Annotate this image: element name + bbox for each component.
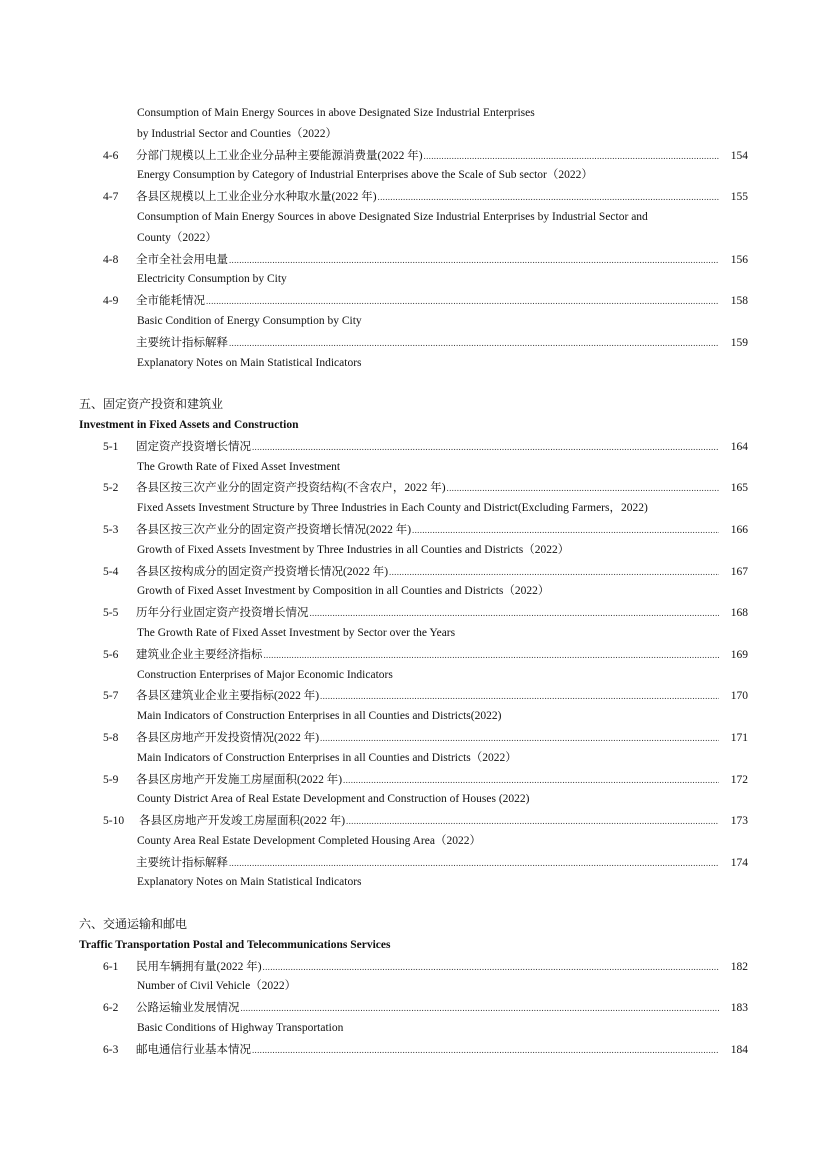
toc-entry[interactable] bbox=[0, 519, 826, 540]
entry-number: 6-3 bbox=[103, 1043, 119, 1056]
section-title-cn: 五、固定资产投资和建筑业 bbox=[79, 397, 224, 412]
toc-block-energy bbox=[0, 103, 826, 373]
toc-entry[interactable] bbox=[0, 332, 826, 353]
entry-number: 5-8 bbox=[103, 731, 119, 744]
dot-leader bbox=[229, 249, 719, 271]
section-title-en: Traffic Transportation Postal and Telecommunications Services bbox=[79, 938, 391, 951]
toc-page bbox=[0, 103, 826, 1060]
toc-entry[interactable] bbox=[0, 727, 826, 748]
entry-title[interactable]: 邮电通信行业基本情况 bbox=[136, 1043, 251, 1056]
entry-english-title: Basic Conditions of Highway Transportation bbox=[137, 1022, 344, 1035]
entry-number: 6-2 bbox=[103, 1002, 119, 1015]
dot-leader bbox=[206, 290, 719, 312]
entry-page-number: 164 bbox=[730, 440, 748, 453]
entry-english-title: Main Indicators of Construction Enterprises in all Counties and Districts（2022） bbox=[137, 751, 517, 764]
entry-page-number: 170 bbox=[730, 690, 748, 703]
toc-entry[interactable] bbox=[0, 186, 826, 207]
entry-title[interactable]: 全市全社会用电量 bbox=[136, 253, 228, 266]
entry-number: 5-9 bbox=[103, 773, 119, 786]
dot-leader bbox=[252, 1039, 719, 1061]
entry-title[interactable]: 各县区规模以上工业企业分水种取水量(2022 年) bbox=[136, 191, 377, 204]
toc-entry[interactable] bbox=[0, 290, 826, 311]
dot-leader bbox=[389, 561, 719, 583]
entry-english-title: The Growth Rate of Fixed Asset Investment by Sector over the Years bbox=[137, 626, 456, 639]
entry-title[interactable]: 各县区建筑业企业主要指标(2022 年) bbox=[136, 690, 320, 703]
entry-number: 5-3 bbox=[103, 523, 119, 536]
entry-page-number: 167 bbox=[730, 565, 748, 578]
entry-english-title: Growth of Fixed Asset Investment by Composition in all Counties and Districts（2022） bbox=[137, 585, 550, 598]
toc-entry[interactable] bbox=[0, 769, 826, 790]
dot-leader bbox=[378, 186, 719, 208]
entry-page-number: 165 bbox=[730, 482, 748, 495]
entry-page-number: 172 bbox=[730, 773, 748, 786]
entry-page-number: 171 bbox=[730, 731, 748, 744]
entry-number: 4-6 bbox=[103, 149, 119, 162]
entry-english-title: Growth of Fixed Assets Investment by Three Industries in all Counties and Districts（2022） bbox=[137, 543, 570, 556]
dot-leader bbox=[343, 769, 719, 791]
entry-page-number: 174 bbox=[730, 856, 748, 869]
entry-page-number: 173 bbox=[730, 815, 748, 828]
entry-english-title: Fixed Assets Investment Structure by Three Industries in Each County and District(Excluding Farmers，2022) bbox=[137, 502, 648, 515]
toc-entry[interactable] bbox=[0, 685, 826, 706]
dot-leader bbox=[264, 644, 720, 666]
entry-english-title: Consumption of Main Energy Sources in above Designated Size Industrial Enterprises by Industrial Sector and bbox=[137, 210, 648, 223]
entry-number: 5-5 bbox=[103, 607, 119, 620]
entry-page-number: 183 bbox=[730, 1002, 748, 1015]
entry-english-title: Explanatory Notes on Main Statistical Indicators bbox=[137, 876, 362, 889]
entry-page-number: 158 bbox=[730, 295, 748, 308]
entry-title[interactable]: 民用车辆拥有量(2022 年) bbox=[136, 960, 262, 973]
entry-page-number: 168 bbox=[730, 607, 748, 620]
entry-number: 5-1 bbox=[103, 440, 119, 453]
dot-leader bbox=[252, 436, 719, 458]
dot-leader bbox=[346, 810, 719, 832]
entry-page-number: 155 bbox=[730, 191, 748, 204]
entry-english-title: County（2022） bbox=[137, 231, 217, 244]
entry-title[interactable]: 各县区按构成分的固定资产投资增长情况(2022 年) bbox=[136, 565, 389, 578]
dot-leader bbox=[229, 852, 719, 874]
toc-entry[interactable] bbox=[0, 644, 826, 665]
entry-page-number: 166 bbox=[730, 523, 748, 536]
dot-leader bbox=[229, 332, 719, 354]
dot-leader bbox=[310, 602, 720, 624]
dot-leader bbox=[320, 685, 719, 707]
section-title-en: Investment in Fixed Assets and Construction bbox=[79, 418, 299, 431]
entry-title[interactable]: 固定资产投资增长情况 bbox=[136, 440, 251, 453]
dot-leader bbox=[241, 997, 720, 1019]
toc-entry[interactable] bbox=[0, 561, 826, 582]
toc-block-investment bbox=[0, 436, 826, 894]
entry-page-number: 182 bbox=[730, 960, 748, 973]
entry-english-title: Electricity Consumption by City bbox=[137, 273, 287, 286]
dot-leader bbox=[263, 956, 719, 978]
toc-entry[interactable] bbox=[0, 1039, 826, 1060]
entry-english-title: Energy Consumption by Category of Industrial Enterprises above the Scale of Sub sector（2022） bbox=[137, 169, 593, 182]
entry-title[interactable]: 建筑业企业主要经济指标 bbox=[136, 648, 263, 661]
dot-leader bbox=[412, 519, 719, 541]
entry-english-title: Number of Civil Vehicle（2022） bbox=[137, 980, 297, 993]
entry-number: 5-10 bbox=[103, 815, 125, 828]
entry-number: 4-8 bbox=[103, 253, 119, 266]
entry-english-title: Consumption of Main Energy Sources in above Designated Size Industrial Enterprises bbox=[137, 107, 535, 119]
entry-title[interactable]: 全市能耗情况 bbox=[136, 295, 205, 308]
entry-number: 6-1 bbox=[103, 960, 119, 973]
entry-number: 5-2 bbox=[103, 482, 119, 495]
entry-title[interactable]: 各县区房地产开发竣工房屋面积(2022 年) bbox=[139, 815, 346, 828]
entry-title[interactable]: 主要统计指标解释 bbox=[136, 856, 228, 869]
entry-page-number: 159 bbox=[730, 336, 748, 349]
toc-entry[interactable] bbox=[0, 477, 826, 498]
entry-english-title: The Growth Rate of Fixed Asset Investment bbox=[137, 460, 341, 473]
dot-leader bbox=[424, 145, 719, 167]
entry-english-title: by Industrial Sector and Counties（2022） bbox=[137, 127, 337, 140]
entry-english-title: County Area Real Estate Development Completed Housing Area（2022） bbox=[137, 834, 481, 847]
entry-title[interactable]: 公路运输业发展情况 bbox=[136, 1002, 240, 1015]
entry-english-title: Main Indicators of Construction Enterprises in all Counties and Districts(2022) bbox=[137, 710, 502, 723]
entry-number: 5-4 bbox=[103, 565, 119, 578]
entry-number: 4-9 bbox=[103, 295, 119, 308]
entry-english-title: Construction Enterprises of Major Economic Indicators bbox=[137, 668, 393, 681]
dot-leader bbox=[320, 727, 719, 749]
entry-title[interactable]: 各县区房地产开发施工房屋面积(2022 年) bbox=[136, 773, 343, 786]
toc-entry[interactable] bbox=[0, 145, 826, 166]
toc-entry[interactable] bbox=[0, 997, 826, 1018]
toc-block-transport bbox=[0, 956, 826, 1060]
toc-entry[interactable] bbox=[0, 602, 826, 623]
entry-title[interactable]: 历年分行业固定资产投资增长情况 bbox=[136, 607, 309, 620]
toc-entry[interactable] bbox=[0, 810, 826, 831]
section-title-cn: 六、交通运输和邮电 bbox=[79, 917, 188, 932]
entry-number: 5-7 bbox=[103, 690, 119, 703]
entry-page-number: 169 bbox=[730, 648, 748, 661]
entry-number: 5-6 bbox=[103, 648, 119, 661]
entry-english-title: Explanatory Notes on Main Statistical Indicators bbox=[137, 356, 362, 369]
entry-title[interactable]: 各县区房地产开发投资情况(2022 年) bbox=[136, 731, 320, 744]
toc-entry[interactable] bbox=[0, 956, 826, 977]
toc-entry[interactable] bbox=[0, 249, 826, 270]
entry-title[interactable]: 主要统计指标解释 bbox=[136, 336, 228, 349]
dot-leader bbox=[447, 477, 719, 499]
entry-title[interactable]: 各县区按三次产业分的固定资产投资增长情况(2022 年) bbox=[136, 523, 412, 536]
entry-page-number: 184 bbox=[730, 1043, 748, 1056]
entry-title[interactable]: 分部门规模以上工业企业分品种主要能源消费量(2022 年) bbox=[136, 149, 423, 162]
toc-entry[interactable] bbox=[0, 436, 826, 457]
entry-page-number: 154 bbox=[730, 149, 748, 162]
entry-english-title: Basic Condition of Energy Consumption by City bbox=[137, 314, 362, 327]
entry-english-title: County District Area of Real Estate Development and Construction of Houses (2022) bbox=[137, 793, 530, 806]
entry-number: 4-7 bbox=[103, 191, 119, 204]
entry-title[interactable]: 各县区按三次产业分的固定资产投资结构(不含农户，2022 年) bbox=[136, 482, 446, 495]
toc-entry[interactable] bbox=[0, 852, 826, 873]
entry-page-number: 156 bbox=[730, 253, 748, 266]
